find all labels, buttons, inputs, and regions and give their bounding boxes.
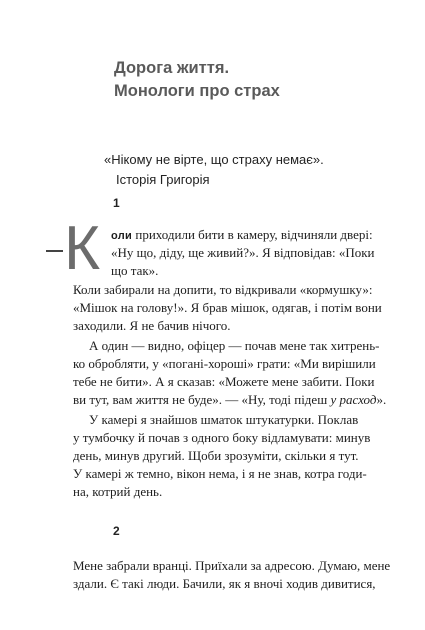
paragraph-line: заходили. Я не бачив нічого.	[73, 318, 231, 333]
paragraph-line: У камері ж темно, вікон нема, і я не знав, котра годи-	[73, 466, 367, 481]
drop-cap: К	[64, 214, 101, 283]
chapter-title	[114, 57, 280, 103]
paragraph-line: тебе не бити». А я сказав: «Можете мене забити. Поки	[73, 374, 375, 389]
paragraph-line: Мене забрали вранці. Приїхали за адресою. Думаю, мене	[73, 558, 391, 573]
paragraph-line: здали. Є такі люди. Бачили, як я вночі ходив дивитися,	[73, 576, 376, 591]
chapter-title-line-2: Монологи про страх	[114, 82, 280, 100]
paragraph-line: «Ну що, діду, ще живий?». Я відповідав: «Поки	[111, 245, 375, 260]
paragraph-line: що так».	[111, 263, 159, 278]
paragraph-line: «Мішок на голову!». Я брав мішок, одягав, і потім вони	[73, 300, 382, 315]
paragraph-line: на, котрий день.	[73, 484, 163, 499]
paragraph-line: день, минув другий. Щоби зрозуміти, скільки я тут.	[73, 448, 359, 463]
paragraph-line: У камері я знайшов шматок штукатурки. Поклав	[89, 412, 359, 427]
section-number-2: 2	[113, 524, 120, 538]
first-word: оли	[111, 230, 133, 242]
story-title-line-2: Історія Григорія	[116, 172, 210, 187]
story-title	[104, 150, 324, 190]
paragraph-line: А один — видно, офіцер — почав мене так хитрень-	[89, 338, 380, 353]
paragraph-line: Коли забирали на допити, то відкривали «кормушку»:	[73, 282, 373, 297]
paragraph-line: ко обробляти, у «погані-хороші» грати: «Ми вирішили	[73, 356, 376, 371]
paragraph-line: оли приходили бити в камеру, відчиняли двері:	[111, 227, 373, 242]
section-number-1: 1	[113, 196, 120, 210]
chapter-title-line-1: Дорога життя.	[114, 59, 230, 77]
paragraph-line: у тумбочку й почав з одного боку відламувати: минув	[73, 430, 371, 445]
drop-cap-rule	[46, 250, 63, 252]
italic-word: у расход	[330, 392, 377, 407]
paragraph-line: ви тут, вам життя не буде». — «Ну, тоді підеш у расход».	[73, 392, 387, 407]
story-title-line-1: «Нікому не вірте, що страху немає».	[104, 152, 324, 167]
